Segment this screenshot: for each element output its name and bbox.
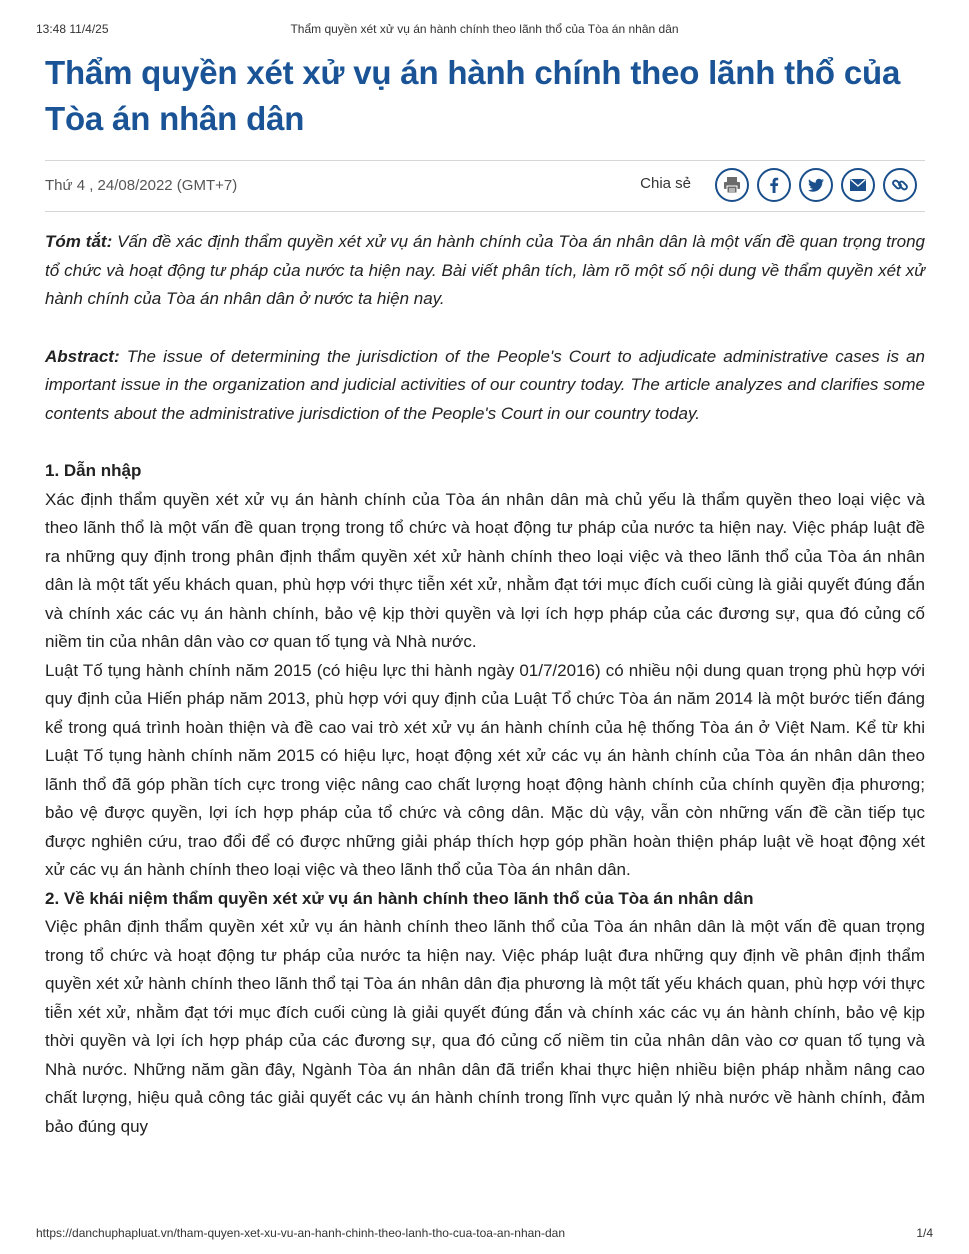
article-title: Thẩm quyền xét xử vụ án hành chính theo lãnh thổ của Tòa án nhân dân [45,54,901,137]
share-bar [640,168,917,202]
publish-date: Thứ 4 , 24/08/2022 (GMT+7) [45,177,238,194]
print-page-number: 1/4 [916,1226,933,1240]
print-button[interactable] [715,168,749,202]
summary-vi [45,228,925,314]
facebook-icon [764,175,784,195]
section-1-paragraph-2: Luật Tố tụng hành chính năm 2015 (có hiệu lực thi hành ngày 01/7/2016) có nhiều nội dung quan trọng phù hợp với quy định của Hiến pháp năm 2013, phù hợp với quy định của Luật Tổ chức Tòa án năm 2014 là một bước tiến đáng kể trong quá trình hoàn thiện và đề cao vai trò xét xử vụ án hành chính của hệ thống Tòa án ở Việt Nam. Kể từ khi Luật Tố tụng hành chính năm 2015 có hiệu lực, hoạt động xét xử các vụ án hành chính của Tòa án nhân dân theo lãnh thổ đã góp phần tích cực trong việc nâng cao chất lượng hoạt động hành chính của chính quyền địa phương; bảo vệ được quyền, lợi ích hợp pháp của tổ chức và công dân. Mặc dù vậy, vẫn còn những vấn đề cần tiếp tục được nghiên cứu, trao đổi để có được những giải pháp thích hợp góp phần hoàn thiện pháp luật về hoạt động xét xử các vụ án hành chính theo loại việc và theo lãnh thổ của Tòa án nhân dân. [45,660,925,879]
section-2-heading: 2. Về khái niệm thẩm quyền xét xử vụ án hành chính theo lãnh thổ của Tòa án nhân dân [45,888,754,908]
meta-bar [45,160,925,212]
section-2-paragraph-1: Việc phân định thẩm quyền xét xử vụ án hành chính theo lãnh thổ của Tòa án nhân dân là một vấn đề quan trọng trong tổ chức và hoạt động tư pháp của nước ta hiện nay. Việc pháp luật đưa những quy định về phân định thẩm quyền xét xử hành chính theo lãnh thổ tại Tòa án nhân dân địa phương là một tất yếu khách quan, phù hợp với thực tiễn xét xử, nhằm đạt tới mục đích cuối cùng là giải quyết đúng đắn và chính xác các vụ án hành chính, bảo vệ kịp thời quyền và lợi ích hợp pháp của các đương sự, qua đó củng cố niềm tin của nhân dân vào cơ quan tố tụng và Nhà nước. Những năm gần đây, Ngành Tòa án nhân dân đã triển khai thực hiện nhiều biện pháp nhằm nâng cao chất lượng, hiệu quả công tác giải quyết các vụ án hành chính trong lĩnh vực quản lý nhà nước về hành chính, đảm bảo đúng quy [45,917,925,1136]
print-header [36,22,933,38]
section-1-heading: 1. Dẫn nhập [45,461,142,480]
print-url: https://danchuphapluat.vn/tham-quyen-xet-xu-vu-an-hanh-chinh-theo-lanh-tho-cua-toa-an-nhan-dan [36,1226,565,1240]
section-1-paragraph-1: Xác định thẩm quyền xét xử vụ án hành chính của Tòa án nhân dân mà chủ yếu là thẩm quyền theo loại việc và theo lãnh thổ là một vấn đề quan trọng trong tổ chức và hoạt động tư pháp của nước ta hiện nay. Việc pháp luật đề ra những quy định trong phân định thẩm quyền xét xử hành chính theo loại việc và theo lãnh thổ của Tòa án nhân dân là một tất yếu khách quan, phù hợp với thực tiễn xét xử, nhằm đạt tới mục đích cuối cùng là giải quyết đúng đắn và chính xác các vụ án hành chính, bảo vệ kịp thời quyền và lợi ích hợp pháp của các đương sự, qua đó củng cố niềm tin của nhân dân vào cơ quan tố tụng và Nhà nước. [45,489,925,651]
print-page-title: Thẩm quyền xét xử vụ án hành chính theo lãnh thổ của Tòa án nhân dân [290,22,679,36]
summary-text: Vấn đề xác định thẩm quyền xét xử vụ án hành chính của Tòa án nhân dân là một vấn đề quan trọng trong tổ chức và hoạt động tư pháp của nước ta hiện nay. Bài viết phân tích, làm rõ một số nội dung về thẩm quyền xét xử hành chính của Tòa án nhân dân ở nước ta hiện nay. [45,232,925,308]
email-share-button[interactable] [841,168,875,202]
facebook-share-button[interactable] [757,168,791,202]
twitter-icon [806,175,826,195]
print-icon [722,175,742,195]
article [45,50,925,1141]
share-label: Chia sẻ [640,174,691,192]
summary-en [45,343,925,429]
link-icon [890,175,910,195]
print-timestamp: 13:48 11/4/25 [36,22,109,36]
twitter-share-button[interactable] [799,168,833,202]
abstract-label: Abstract: [45,346,120,366]
email-icon [848,175,868,195]
abstract-text: The issue of determining the jurisdiction of the People's Court to adjudicate administrative cases is an important issue in the organization and judicial activities of our country today. The article analyzes and clarifies some contents about the administrative jurisdiction of the People's Court in our country today. [45,346,925,423]
print-footer [36,1226,933,1242]
copy-link-button[interactable] [883,168,917,202]
summary-label: Tóm tắt: [45,232,113,251]
